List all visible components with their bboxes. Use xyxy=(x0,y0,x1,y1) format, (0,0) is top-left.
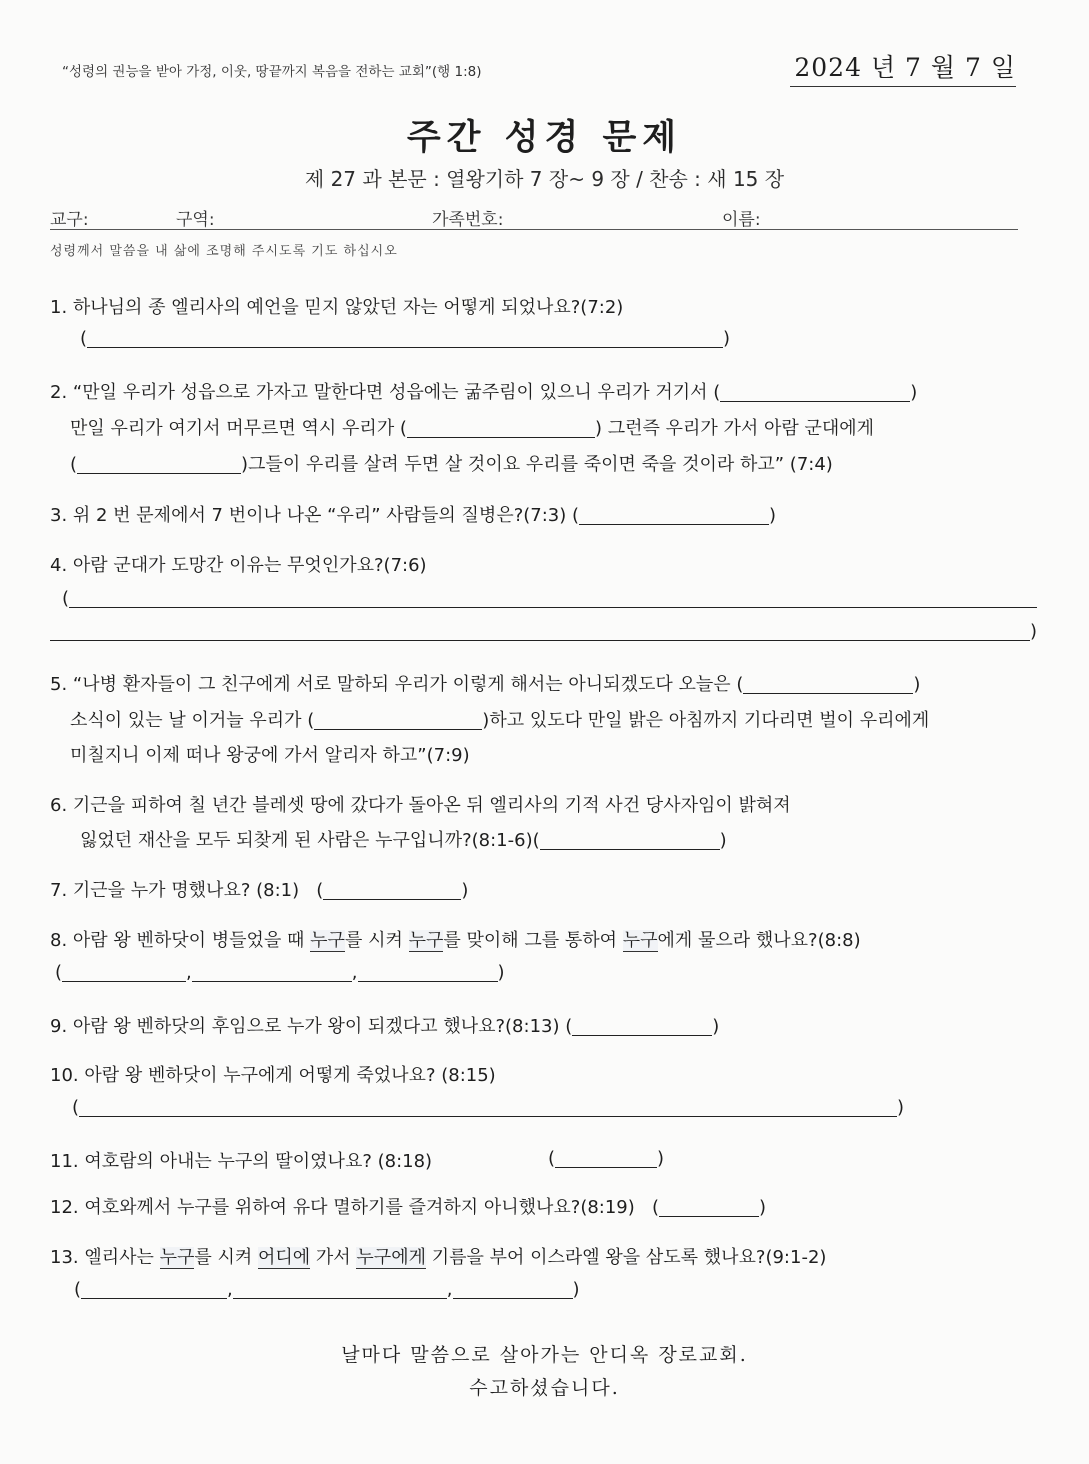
question-13-text: 13. 엘리사는 xyxy=(50,1247,160,1268)
question-3-text: 3. 위 2 번 문제에서 7 번이나 나온 “우리” 사람들의 질병은?(7:3) xyxy=(50,505,567,526)
page-title: 주간 성경 문제 xyxy=(406,118,683,158)
question-11 xyxy=(50,1147,432,1173)
open-paren: ( xyxy=(80,328,88,349)
name-label: 이름: xyxy=(722,210,761,230)
question-2-text: 만일 우리가 여기서 머무르면 역시 우리가 ( xyxy=(70,418,407,439)
question-9-text: 9. 아람 왕 벤하닷의 후임으로 누가 왕이 되겠다고 했나요?(8:13) xyxy=(50,1016,560,1037)
open-paren: ( xyxy=(532,830,540,851)
question-8-text: 에게 물으라 했나요?(8:8) xyxy=(657,930,861,951)
open-paren: ( xyxy=(651,1197,659,1218)
answer-blank[interactable] xyxy=(555,1147,657,1168)
question-9 xyxy=(50,1012,719,1038)
underlined-keyword: 누구에게 xyxy=(356,1247,426,1268)
question-13-text: 를 시켜 xyxy=(194,1247,259,1268)
question-1: 1. 하나님의 종 엘리사의 예언을 믿지 않았던 자는 어떻게 되었나요?(7:2) xyxy=(50,297,624,318)
question-13-text: 기름을 부어 이스라엘 왕을 삼도록 했나요?(9:1-2) xyxy=(425,1247,827,1268)
answer-blank[interactable] xyxy=(50,620,1030,641)
answer-4-line-1 xyxy=(62,587,1037,609)
answer-11 xyxy=(548,1147,664,1169)
question-4: 4. 아람 군대가 도망간 이유는 무엇인가요?(7:6) xyxy=(50,555,427,576)
close-paren: ) xyxy=(572,1279,580,1300)
answer-blank[interactable] xyxy=(572,1015,712,1036)
question-3 xyxy=(50,501,776,527)
question-6-line-1: 6. 기근을 피하여 칠 년간 블레셋 땅에 갔다가 돌아온 뒤 엘리사의 기적 사건 당사자임이 밝혀져 xyxy=(50,795,791,816)
lesson-info: 제 27 과 본문 : 열왕기하 7 장~ 9 장 / 찬송 : 새 15 장 xyxy=(304,167,785,191)
question-2-line-3 xyxy=(70,450,833,476)
question-5-line-3: 미칠지니 이제 떠나 왕궁에 가서 알리자 하고”(7:9) xyxy=(70,745,470,766)
underlined-keyword: 어디에 xyxy=(258,1247,311,1268)
open-paren: ( xyxy=(572,505,580,526)
comma: , xyxy=(446,1279,453,1300)
question-13-text: 가서 xyxy=(310,1247,357,1268)
open-paren: ( xyxy=(55,962,63,983)
student-info-row xyxy=(50,203,1018,230)
close-paren: ) xyxy=(712,1016,720,1037)
answer-blank[interactable] xyxy=(77,453,241,474)
answer-blank[interactable] xyxy=(720,381,910,402)
question-11-text: 11. 여호람의 아내는 누구의 딸이였나요? (8:18) xyxy=(50,1151,433,1172)
question-6-line-2 xyxy=(80,826,727,852)
answer-blank[interactable] xyxy=(407,417,595,438)
answer-blank[interactable] xyxy=(579,504,769,525)
underlined-keyword: 누구 xyxy=(159,1247,195,1268)
answer-blank[interactable] xyxy=(192,961,352,982)
question-13 xyxy=(50,1243,826,1269)
comma: , xyxy=(227,1279,233,1300)
open-paren: ( xyxy=(62,588,70,609)
answer-blank[interactable] xyxy=(62,961,186,982)
answer-8 xyxy=(55,961,505,983)
close-paren: ) xyxy=(1030,621,1038,642)
answer-10 xyxy=(72,1096,904,1118)
worksheet-date: 2024 년 7 월 7 일 xyxy=(790,48,1016,87)
answer-blank[interactable] xyxy=(314,709,482,730)
question-8-text: 를 맞이해 그를 통하여 xyxy=(443,930,623,951)
church-motto: “성령의 권능을 받아 가정, 이웃, 땅끝까지 복음을 전하는 교회”(행 1:8) xyxy=(62,64,482,80)
family-number-label: 가족번호: xyxy=(432,210,504,230)
answer-blank[interactable] xyxy=(79,1096,897,1117)
answer-blank[interactable] xyxy=(81,1278,227,1299)
question-5-text: 소식이 있는 날 이거늘 우리가 ( xyxy=(70,710,315,731)
question-8 xyxy=(50,926,861,952)
comma: , xyxy=(186,962,192,983)
close-paren: ) xyxy=(913,674,921,695)
underlined-keyword: 누구 xyxy=(622,930,658,951)
question-2-line-1 xyxy=(50,378,917,404)
close-paren: ) xyxy=(897,1097,905,1118)
question-12-text: 12. 여호와께서 누구를 위하여 유다 멸하기를 즐겨하지 아니했나요?(8:19) xyxy=(50,1197,635,1218)
answer-blank[interactable] xyxy=(659,1196,759,1217)
answer-blank[interactable] xyxy=(323,879,461,900)
area-label: 구역: xyxy=(176,210,215,230)
answer-blank[interactable] xyxy=(540,829,720,850)
question-2-text: )그들이 우리를 살려 두면 살 것이요 우리를 죽이면 죽을 것이라 하고” (7:4) xyxy=(241,454,833,475)
question-2-text: 2. “만일 우리가 성읍으로 가자고 말한다면 성읍에는 굶주림이 있으니 우리가 거기서 ( xyxy=(50,382,721,403)
close-paren: ) xyxy=(759,1197,767,1218)
close-paren: ) xyxy=(719,830,727,851)
question-5-line-2 xyxy=(70,706,929,732)
question-10: 10. 아람 왕 벤하닷이 누구에게 어떻게 죽었나요? (8:15) xyxy=(50,1065,496,1086)
question-8-text: 를 시켜 xyxy=(344,930,409,951)
question-5-text: 5. “나병 환자들이 그 친구에게 서로 말하되 우리가 이렇게 해서는 아니되겠도다 오늘은 ( xyxy=(50,674,744,695)
question-2-line-2 xyxy=(70,414,874,440)
close-paren: ) xyxy=(461,880,469,901)
question-2-text: ) 그런즉 우리가 가서 아람 군대에게 xyxy=(594,418,875,439)
comma: , xyxy=(351,962,358,983)
answer-4-line-2 xyxy=(50,620,1037,642)
question-5-text: )하고 있도다 만일 밝은 아침까지 기다리면 벌이 우리에게 xyxy=(482,710,930,731)
answer-blank[interactable] xyxy=(743,673,913,694)
close-paren: ) xyxy=(910,382,918,403)
answer-blank[interactable] xyxy=(87,327,723,348)
district-label: 교구: xyxy=(50,210,89,230)
open-paren: ( xyxy=(72,1097,80,1118)
close-paren: ) xyxy=(497,962,505,983)
open-paren: ( xyxy=(70,454,78,475)
open-paren: ( xyxy=(548,1148,556,1169)
question-12 xyxy=(50,1193,766,1219)
question-7 xyxy=(50,876,468,902)
question-5-line-1 xyxy=(50,670,920,696)
answer-blank[interactable] xyxy=(233,1278,447,1299)
close-paren: ) xyxy=(723,328,731,349)
closing-message: 수고하셨습니다. xyxy=(469,1377,620,1399)
close-paren: ) xyxy=(657,1148,665,1169)
answer-blank[interactable] xyxy=(69,587,1037,608)
church-footer-line: 날마다 말씀으로 살아가는 안디옥 장로교회. xyxy=(341,1344,748,1366)
prayer-instruction: 성령께서 말씀을 내 삶에 조명해 주시도록 기도 하십시오 xyxy=(50,244,398,259)
underlined-keyword: 누구 xyxy=(408,930,444,951)
underlined-keyword: 누구 xyxy=(310,930,345,951)
answer-13 xyxy=(74,1278,580,1300)
question-6-text: 잃었던 재산을 모두 되찾게 된 사람은 누구입니까?(8:1-6) xyxy=(80,830,533,851)
question-7-text: 7. 기근을 누가 명했나요? (8:1) xyxy=(50,880,300,901)
open-paren: ( xyxy=(316,880,324,901)
close-paren: ) xyxy=(769,505,777,526)
answer-blank[interactable] xyxy=(358,961,498,982)
open-paren: ( xyxy=(565,1016,573,1037)
question-8-text: 8. 아람 왕 벤하닷이 병들었을 때 xyxy=(50,930,311,951)
open-paren: ( xyxy=(74,1279,82,1300)
answer-blank[interactable] xyxy=(453,1278,573,1299)
answer-1 xyxy=(80,327,730,349)
